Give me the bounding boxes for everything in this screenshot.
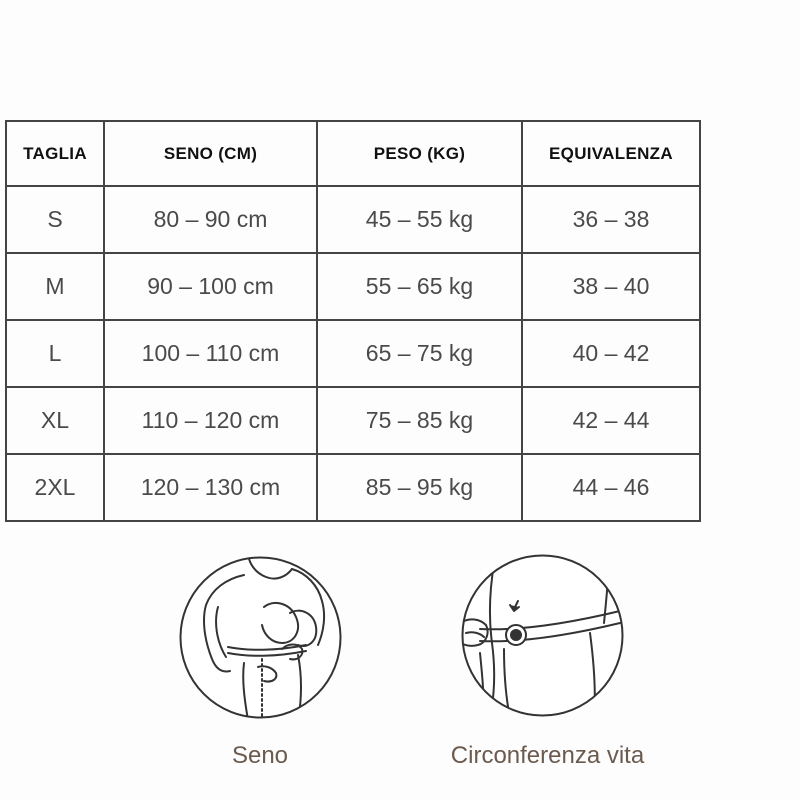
- cell-size: XL: [6, 387, 104, 454]
- cell-equivalence: 38 – 40: [522, 253, 700, 320]
- cell-size: M: [6, 253, 104, 320]
- table-header-row: [6, 121, 700, 186]
- cell-bust: 100 – 110 cm: [104, 320, 317, 387]
- cell-size: S: [6, 186, 104, 253]
- cell-bust: 80 – 90 cm: [104, 186, 317, 253]
- cell-equivalence: 40 – 42: [522, 320, 700, 387]
- header-equivalenza: EQUIVALENZA: [522, 121, 700, 186]
- cell-bust: 120 – 130 cm: [104, 454, 317, 521]
- cell-weight: 85 – 95 kg: [317, 454, 522, 521]
- header-seno: SENO (CM): [104, 121, 317, 186]
- size-chart-table: [5, 120, 701, 522]
- table-row: [6, 454, 700, 521]
- cell-equivalence: 36 – 38: [522, 186, 700, 253]
- table-row: [6, 387, 700, 454]
- bust-caption: Seno: [231, 742, 289, 769]
- cell-equivalence: 44 – 46: [522, 454, 700, 521]
- header-peso: PESO (KG): [317, 121, 522, 186]
- header-taglia: TAGLIA: [6, 121, 104, 186]
- cell-size: 2XL: [6, 454, 104, 521]
- cell-weight: 65 – 75 kg: [317, 320, 522, 387]
- waist-caption: Circonferenza vita: [450, 742, 645, 769]
- cell-bust: 90 – 100 cm: [104, 253, 317, 320]
- table-row: [6, 253, 700, 320]
- cell-weight: 55 – 65 kg: [317, 253, 522, 320]
- table-row: [6, 186, 700, 253]
- cell-weight: 75 – 85 kg: [317, 387, 522, 454]
- cell-equivalence: 42 – 44: [522, 387, 700, 454]
- cell-weight: 45 – 55 kg: [317, 186, 522, 253]
- cell-bust: 110 – 120 cm: [104, 387, 317, 454]
- cell-size: L: [6, 320, 104, 387]
- table-row: [6, 320, 700, 387]
- waist-measure-icon: [460, 553, 625, 718]
- bust-measure-icon: [178, 555, 343, 720]
